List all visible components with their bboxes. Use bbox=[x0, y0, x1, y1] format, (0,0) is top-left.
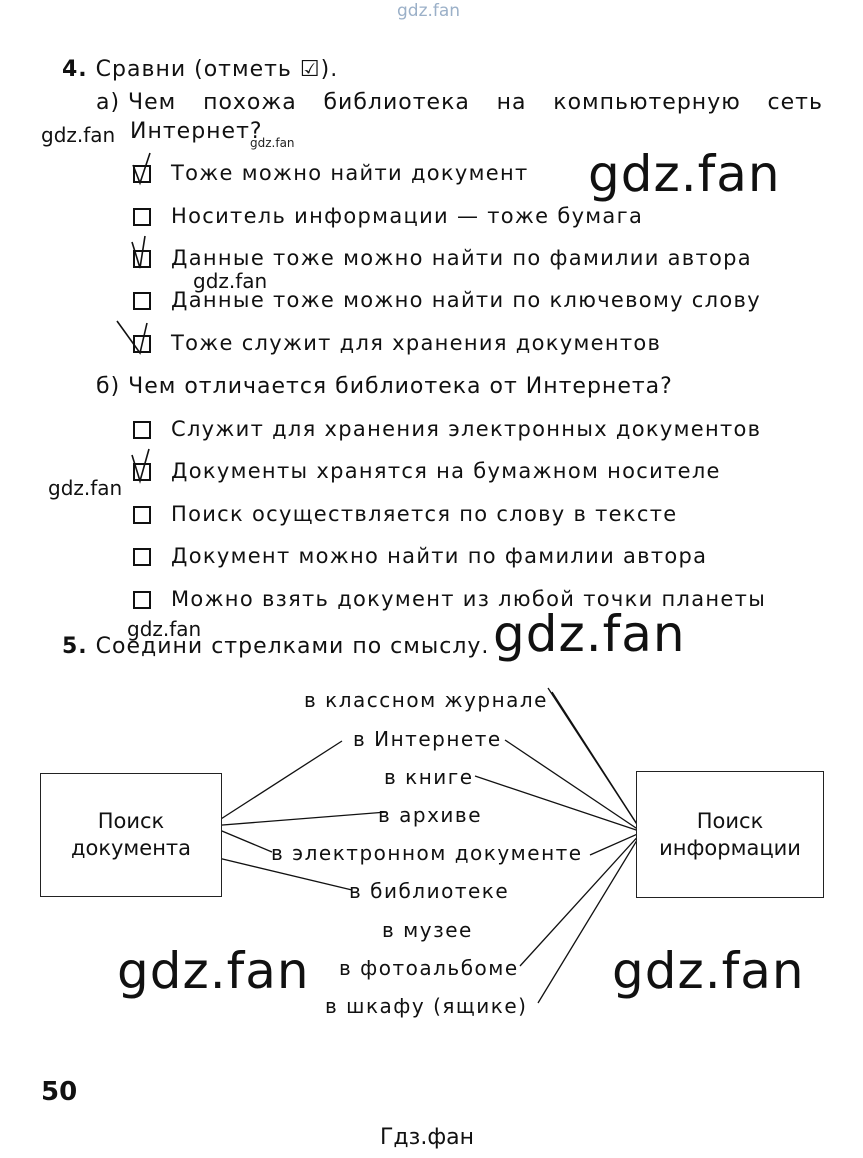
line-left-archive bbox=[210, 812, 387, 826]
part-b-question: б) Чем отличается библиотека от Интернета? bbox=[96, 374, 673, 399]
place-item: в архиве bbox=[378, 803, 483, 827]
option-b1-label: Служит для хранения электронных документов bbox=[171, 417, 762, 441]
left-box-document-search: Поиск документа bbox=[40, 773, 222, 897]
part-a-word: компьютерную bbox=[553, 90, 741, 115]
option-a1-label: Тоже можно найти документ bbox=[171, 161, 529, 185]
option-b2-label: Документы хранятся на бумажном носителе bbox=[171, 459, 721, 483]
option-a5-label: Тоже служит для хранения документов bbox=[171, 331, 662, 355]
watermark-small-4: gdz.fan bbox=[127, 617, 202, 641]
watermark-big-3: gdz.fan bbox=[117, 942, 310, 1000]
option-b5-label: Можно взять документ из любой точки планеты bbox=[171, 587, 767, 611]
watermark-big-2: gdz.fan bbox=[493, 605, 686, 663]
task5-text: Соедини стрелками по смыслу. bbox=[95, 634, 490, 659]
line-left-internet bbox=[210, 741, 342, 826]
watermark-small-2: gdz.fan bbox=[193, 269, 268, 293]
watermark-big-4: gdz.fan bbox=[612, 942, 805, 1000]
task4-mark-icon: ☑ bbox=[299, 57, 321, 82]
option-a4-label: Данные тоже можно найти по ключевому слову bbox=[171, 288, 761, 312]
task5-number: 5. bbox=[62, 634, 88, 659]
place-item: в шкафу (ящике) bbox=[325, 994, 528, 1018]
part-a-word: на bbox=[496, 90, 527, 115]
option-b4-label: Документ можно найти по фамилии автора bbox=[171, 544, 708, 568]
place-item: в книге bbox=[384, 765, 474, 789]
right-box-info-search: Поиск информации bbox=[636, 771, 824, 898]
place-item: в музее bbox=[382, 918, 473, 942]
line-right-internet bbox=[505, 740, 642, 832]
watermark-big-1: gdz.fan bbox=[588, 145, 781, 203]
task4-number: 4. bbox=[62, 57, 88, 82]
place-item: в классном журнале bbox=[304, 688, 548, 712]
watermark-tiny: gdz.fan bbox=[250, 136, 295, 150]
place-item: в электронном документе bbox=[271, 841, 583, 865]
option-a3-label: Данные тоже можно найти по фамилии автора bbox=[171, 246, 752, 270]
place-item: в Интернете bbox=[353, 727, 502, 751]
page-number: 50 bbox=[41, 1077, 78, 1107]
part-a-question-line2: Интернет? bbox=[130, 119, 263, 144]
line-right-book bbox=[475, 776, 642, 832]
task4-text: Сравни (отметь bbox=[95, 57, 292, 82]
part-a-word: сеть bbox=[767, 90, 823, 115]
part-a-word: а) Чем bbox=[96, 90, 177, 115]
line-right-journal-2 bbox=[548, 688, 642, 832]
part-a-word: библиотека bbox=[323, 90, 470, 115]
option-a2-label: Носитель информации — тоже бумага bbox=[171, 204, 644, 228]
watermark-top: gdz.fan bbox=[397, 1, 461, 21]
place-item: в библиотеке bbox=[349, 879, 510, 903]
watermark-small-1: gdz.fan bbox=[41, 123, 116, 147]
place-item: в фотоальбоме bbox=[339, 956, 519, 980]
line-right-electronic bbox=[590, 832, 642, 855]
option-b3-label: Поиск осуществляется по слову в тексте bbox=[171, 502, 678, 526]
task4-close: ). bbox=[320, 57, 339, 82]
footer-text: Гдз.фан bbox=[380, 1125, 474, 1150]
watermark-small-3: gdz.fan bbox=[48, 476, 123, 500]
part-a-word: похожа bbox=[203, 90, 297, 115]
